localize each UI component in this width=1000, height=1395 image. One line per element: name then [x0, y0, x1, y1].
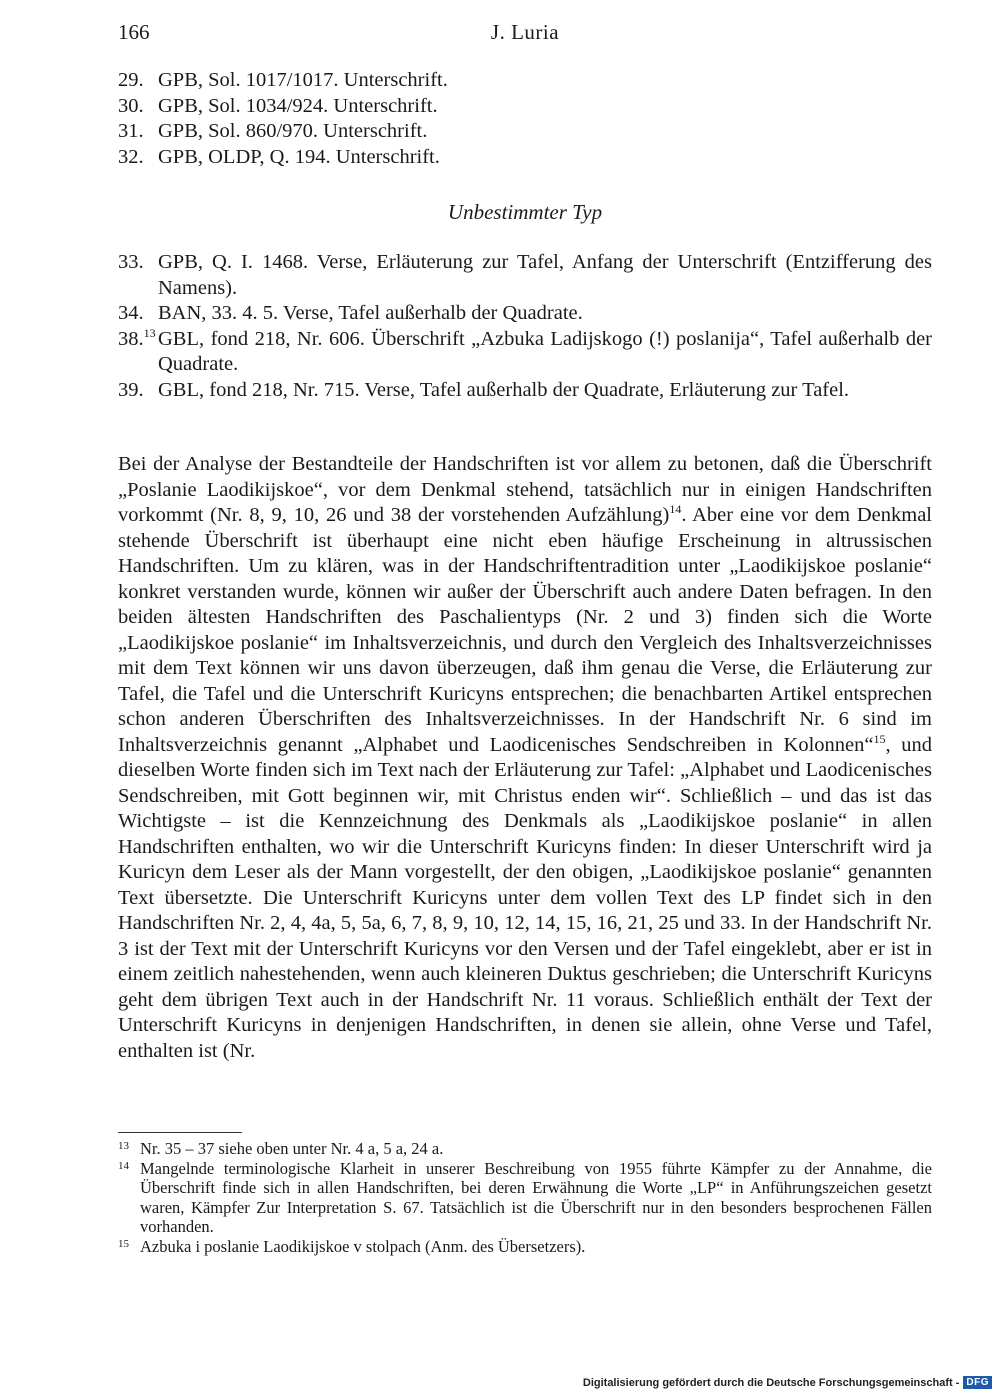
footer-text: Digitalisierung gefördert durch die Deutsche Forschungsgemeinschaft - — [582, 1376, 960, 1389]
dfg-logo[interactable]: DFG — [963, 1376, 992, 1389]
footnote-text: Azbuka i poslanie Laodikijskoe v stolpach (Anm. des Übersetzers). — [140, 1236, 586, 1256]
item-text: GPB, OLDP, Q. 194. Unterschrift. — [158, 145, 440, 168]
list-item — [118, 301, 932, 327]
item-number: 39. — [118, 378, 144, 401]
list-item — [118, 250, 932, 301]
item-text: GPB, Sol. 1017/1017. Unterschrift. — [158, 69, 448, 91]
body-text-part: , und dieselben Worte finden sich im Text nach der Erläuterung zur Tafel: „Alphabet und Laodicenisches Sendschreiben, mit Gott beginnen wir, mit Christus enden wir“. Schließlich – und das ist das Wichtigste – ist die Kennzeichnung des Denkmals als „Laodikijskoe poslanie“ in allen Handschriften enthalten, wo wir die Unterschrift Kuricyns finden: In dieser Unterschrift wird ja Kuricyn dem Leser als der Mann vorgestellt, der den obigen, „Laodikijskoe poslanie“ genannten Text übersetzte. Die Unterschrift Kuricyns unter dem vollen Text des LP findet sich in den Handschriften Nr. 2, 4, 4a, 5, 5a, 6, 7, 8, 9, 10, 12, 14, 15, 16, 21, 25 und 33. In der Handschrift Nr. 3 ist der Text mit der Unterschrift Kuricyns vor den Versen und der Tafel eingeklebt, aber er ist in einem zeitlich nahestehenden, wenn auch kleineren Duktus geschrieben; die Unterschrift Kuricyns geht dem übrigen Text auch in der Handschrift Nr. 11 voraus. Schließlich enthält der Text der Unterschrift Kuricyns in denjenigen Handschriften, in denen sie allein, ohne Verse und Tafel, enthalten ist (Nr. — [118, 733, 933, 1062]
body-text-part: . Aber eine vor dem Denkmal stehende Überschrift ist überhaupt eine nicht eben häufige Erscheinung in altrussischen Handschriften. Um zu klären, was in der Handschriftentradition unter „Laodikijskoe poslanie“ konkret verstanden wurde, können wir außer der Überschrift auch andere Daten befragen. In den beiden ältesten Handschriften des Paschalientyps (Nr. 2 und 3) finden sich die Worte „Laodikijskoe poslanie“ im Inhaltsverzeichnis, und durch den Vergleich des Inhaltsverzeichnisses mit dem Text können wir uns davon überzeugen, daß ihm genau die Verse, die Erläuterung zur Tafel, die Tafel und die Unterschrift Kuricyns entsprechen; die benachbarten Artikel entsprechen schon anderen Überschriften des Inhaltsverzeichnisses. In der Handschrift Nr. 6 sind im Inhaltsverzeichnis genannt „Alphabet und Laodicenisches Sendschreiben in Kolonnen“ — [118, 504, 932, 756]
item-text: BAN, 33. 4. 5. Verse, Tafel außerhalb der Quadrate. — [158, 302, 583, 324]
body-paragraph — [118, 452, 932, 1064]
numbered-list-bottom — [118, 250, 932, 403]
footnote — [118, 1159, 932, 1237]
running-head: J. Luria — [490, 20, 560, 44]
footnote-number: 15 — [118, 1237, 129, 1250]
item-text: GBL, fond 218, Nr. 606. Überschrift „Azbuka Ladijskogo (!) poslanija“, Tafel außerhalb der Quadrate. — [158, 327, 932, 375]
numbered-list-top — [118, 68, 932, 170]
footnote-ref-15[interactable]: 15 — [873, 731, 886, 746]
item-number: 38.13 — [118, 325, 156, 350]
list-item — [118, 94, 932, 120]
page-number: 166 — [118, 20, 150, 44]
item-text: GBL, fond 218, Nr. 715. Verse, Tafel außerhalb der Quadrate, Erläuterung zur Tafel. — [158, 378, 850, 401]
item-text: GPB, Sol. 1034/924. Unterschrift. — [158, 94, 438, 117]
list-item — [118, 119, 932, 145]
item-number: 34. — [118, 302, 144, 324]
body-text-part: Bei der Analyse der Bestandteile der Handschriften ist vor allem zu betonen, daß die Überschrift „Poslanie Laodikijskoe“, vor dem Denkmal stehend, tatsächlich nur in einigen Handschriften vorkommt (Nr. 8, 9, 10, 26 und 38 der vorstehenden Aufzählung) — [118, 453, 932, 526]
footnotes — [118, 1139, 932, 1256]
footnote-number: 14 — [118, 1159, 129, 1172]
item-number: 31. — [118, 120, 144, 142]
footnote-ref-13[interactable]: 13 — [143, 325, 156, 340]
list-item — [118, 68, 932, 94]
item-number: 30. — [118, 94, 144, 117]
item-text: GPB, Sol. 860/970. Unterschrift. — [158, 120, 428, 142]
item-number: 33. — [118, 251, 144, 273]
item-number: 29. — [118, 69, 144, 91]
section-title: Unbestimmter Typ — [447, 200, 603, 224]
page-header — [118, 16, 932, 48]
item-text: GPB, Q. I. 1468. Verse, Erläuterung zur Tafel, Anfang der Unterschrift (Entzifferung des Namens). — [158, 251, 932, 299]
footnote-ref-14[interactable]: 14 — [669, 502, 682, 517]
item-number: 32. — [118, 145, 144, 168]
digitization-footer — [583, 1376, 992, 1389]
list-item — [118, 145, 932, 171]
footnote-number: 13 — [118, 1140, 129, 1152]
footnote-text: Nr. 35 – 37 siehe oben unter Nr. 4 a, 5 a, 24 a. — [140, 1139, 444, 1158]
list-item — [118, 378, 932, 404]
list-item — [118, 327, 932, 378]
footnote — [118, 1139, 932, 1159]
footnote-divider — [118, 1132, 242, 1133]
footnote-text: Mangelnde terminologische Klarheit in unserer Beschreibung von 1955 führte Kämpfer zu der Annahme, die Überschrift finde sich in allen Handschriften, bei deren Erwähnung die Worte „LP“ in Anführungszeichen gesetzt waren, Kämpfer Zur Interpretation S. 67. Tatsächlich ist die Überschrift nur in den besonders besprochenen Fällen vorhanden. — [140, 1158, 932, 1236]
footnote — [118, 1237, 932, 1257]
